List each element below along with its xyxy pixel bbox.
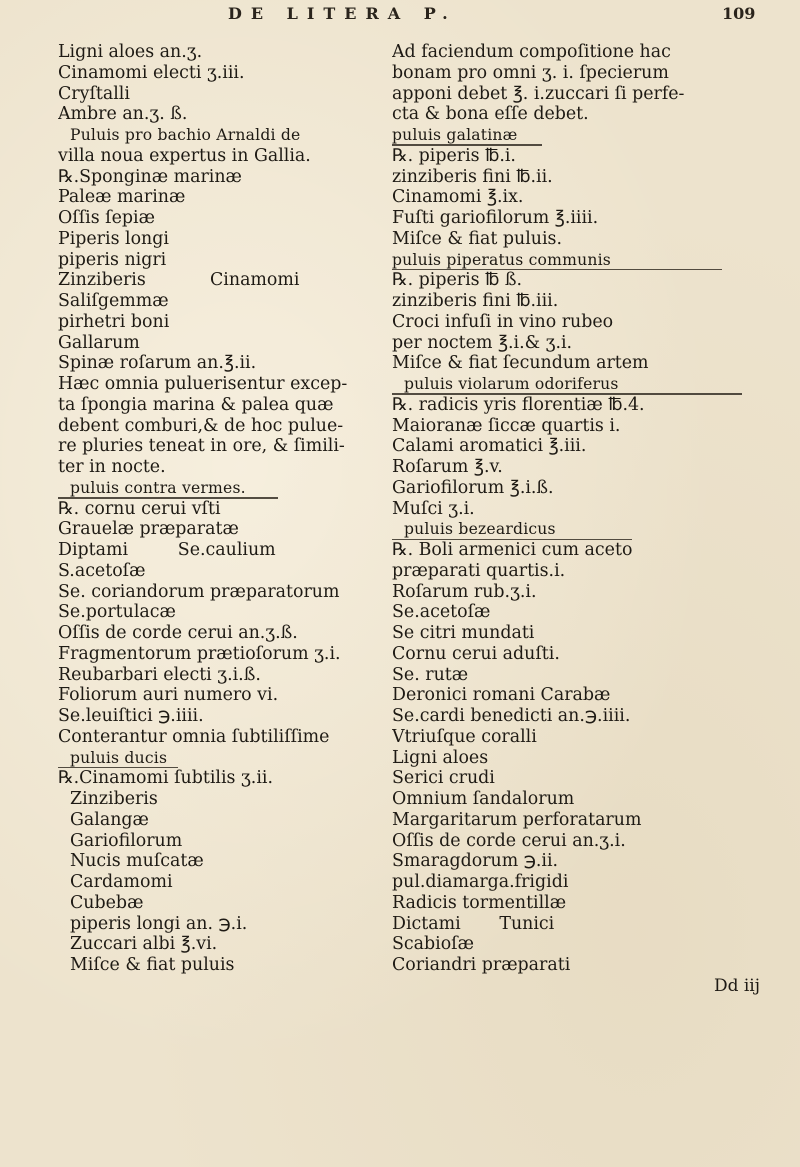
text-line: Roſarum rub.ʒ.i. bbox=[392, 581, 537, 602]
page-number: 109 bbox=[722, 4, 756, 23]
text-line: Spinæ roſarum an.℥.ii. bbox=[58, 353, 257, 374]
text-line-part: Zinziberis bbox=[58, 270, 146, 291]
text-line: Deronici romani Carabæ bbox=[392, 685, 611, 706]
recipe-heading-text: puluis contra vermes. bbox=[70, 478, 246, 497]
text-line: Radicis tormentillæ bbox=[392, 892, 567, 913]
text-line: Oſſis de corde cerui an.ʒ.i. bbox=[392, 830, 626, 851]
text-line: zinziberis fini ℔.ii. bbox=[392, 166, 553, 187]
text-line: pul.diamarga.frigidi bbox=[392, 872, 569, 892]
text-line: Se citri mundati bbox=[392, 623, 535, 643]
text-line: Croci infuſi in vino rubeo bbox=[392, 311, 614, 332]
text-line: Coriandri præparati bbox=[392, 955, 571, 975]
text-line: Scabioſæ bbox=[392, 934, 474, 955]
text-line: Zuccari albi ℥.vi. bbox=[70, 934, 218, 955]
recipe-heading: Puluis pro bachio Arnaldi de bbox=[70, 126, 301, 144]
recipe-heading bbox=[58, 748, 378, 769]
text-line: Cardamomi bbox=[70, 872, 173, 892]
recipe-heading bbox=[392, 250, 764, 271]
heading-rule bbox=[392, 393, 742, 395]
text-line: Cornu cerui aduſti. bbox=[392, 643, 560, 664]
text-line: Se.leuiſtici ℈.iiii. bbox=[58, 706, 204, 726]
text-line: S.acetoſæ bbox=[58, 560, 146, 581]
text-line: Se. rutæ bbox=[392, 664, 469, 685]
text-line: ℞. cornu cerui vſti bbox=[58, 498, 221, 519]
recipe-heading-text: puluis ducis bbox=[70, 748, 168, 767]
text-line: Cryſtalli bbox=[58, 83, 130, 104]
text-line: zinziberis fini ℔.iii. bbox=[392, 291, 559, 311]
text-line bbox=[58, 270, 378, 291]
text-line: Ambre an.ʒ. ß. bbox=[58, 104, 188, 125]
text-line: Reubarbari electi ʒ.i.ß. bbox=[58, 664, 261, 685]
text-line: Smaragdorum ℈.ii. bbox=[392, 851, 559, 872]
text-line: ℞.Sponginæ marinæ bbox=[58, 166, 242, 187]
recipe-heading-text: puluis piperatus communis bbox=[392, 250, 611, 269]
right-column bbox=[392, 42, 764, 997]
text-line: Paleæ marinæ bbox=[58, 187, 186, 208]
text-line: Ligni aloes an.ʒ. bbox=[58, 42, 203, 62]
center-word: Cinamomi bbox=[210, 270, 300, 291]
text-line: Muſci ʒ.i. bbox=[392, 498, 475, 519]
text-line: ter in nocte. bbox=[58, 457, 166, 477]
text-line: debent comburi,& de hoc pulue- bbox=[58, 415, 344, 436]
text-line: Gariofilorum bbox=[70, 830, 183, 851]
text-line: Fragmentorum prætioſorum ʒ.i. bbox=[58, 643, 341, 664]
text-line: piperis longi an. ℈.i. bbox=[70, 913, 248, 934]
text-line: ℞. piperis ℔.i. bbox=[392, 145, 516, 166]
signature-mark: Dd iij bbox=[713, 975, 760, 996]
heading-rule bbox=[392, 269, 722, 271]
heading-rule bbox=[392, 144, 542, 146]
text-line: Hæc omnia puluerisentur excep- bbox=[58, 374, 348, 394]
text-line: apponi debet ℥. i.zuccari ſi perfe- bbox=[392, 83, 685, 104]
text-line: Cinamomi ℥.ix. bbox=[392, 187, 524, 208]
text-line: Oſſis ſepiæ bbox=[58, 208, 155, 228]
text-line: per noctem ℥.i.& ʒ.i. bbox=[392, 332, 573, 353]
text-line: Foliorum auri numero vi. bbox=[58, 685, 279, 706]
text-line: præparati quartis.i. bbox=[392, 560, 566, 581]
text-line: Dictami Tunici bbox=[392, 913, 555, 934]
text-line: Galangæ bbox=[70, 809, 149, 830]
heading-rule bbox=[58, 767, 178, 769]
text-line: Diptami Se.caulium bbox=[58, 540, 276, 560]
text-line: Cinamomi electi ʒ.iii. bbox=[58, 62, 245, 83]
text-line: piperis nigri bbox=[58, 249, 167, 270]
text-line: Se.portulacæ bbox=[58, 602, 176, 623]
text-line: Se.acetoſæ bbox=[392, 602, 491, 623]
text-line: ℞. piperis ℔ ß. bbox=[392, 270, 522, 291]
text-line: Serici crudi bbox=[392, 768, 495, 789]
recipe-heading bbox=[392, 125, 764, 146]
text-line: ℞.Cinamomi ſubtilis ʒ.ii. bbox=[58, 768, 273, 789]
text-line: ℞. radicis yris florentiæ ℔.4. bbox=[392, 394, 645, 415]
text-line: Miſce & fiat puluis. bbox=[392, 228, 562, 249]
text-line: re pluries teneat in ore, & ſimili- bbox=[58, 436, 345, 457]
text-line: Margaritarum perforatarum bbox=[392, 809, 642, 830]
text-line: villa noua expertus in Gallia. bbox=[58, 145, 311, 166]
recipe-heading-text: puluis violarum odoriferus bbox=[404, 375, 619, 393]
text-line: Nucis muſcatæ bbox=[70, 851, 204, 872]
text-line: Piperis longi bbox=[58, 228, 169, 249]
text-line: ta ſpongia marina & palea quæ bbox=[58, 394, 334, 415]
text-line: Cubebæ bbox=[70, 892, 144, 913]
left-column bbox=[58, 42, 378, 976]
text-line: Gallarum bbox=[58, 332, 140, 353]
recipe-heading bbox=[58, 478, 378, 499]
text-line: Miſce & fiat ſecundum artem bbox=[392, 353, 649, 374]
text-line: Saliſgemmæ bbox=[58, 291, 169, 311]
text-line: Fuſti gariofilorum ℥.iiii. bbox=[392, 208, 599, 228]
text-line: Oſſis de corde cerui an.ʒ.ß. bbox=[58, 623, 298, 643]
text-line: bonam pro omni ʒ. i. ſpecierum bbox=[392, 62, 669, 83]
text-line: Conterantur omnia ſubtiliſſime bbox=[58, 726, 330, 747]
text-line: pirhetri boni bbox=[58, 311, 170, 332]
running-head: DE LITERA P. bbox=[228, 4, 457, 23]
recipe-heading bbox=[392, 519, 764, 540]
text-line: Omnium ſandalorum bbox=[392, 789, 575, 809]
text-line: Maioranæ ſiccæ quartis i. bbox=[392, 415, 621, 436]
text-line: Ad faciendum compoſitione hac bbox=[392, 42, 671, 62]
text-line: cta & bona eſſe debet. bbox=[392, 104, 589, 125]
heading-rule bbox=[58, 497, 278, 499]
text-line: Se.cardi benedicti an.℈.iiii. bbox=[392, 706, 631, 726]
text-line: Se. coriandorum præparatorum bbox=[58, 581, 340, 602]
text-line: Grauelæ præparatæ bbox=[58, 519, 239, 540]
text-line: ℞. Boli armenici cum aceto bbox=[392, 540, 633, 560]
text-line: Miſce & fiat puluis bbox=[70, 955, 235, 975]
recipe-heading-text: puluis galatinæ bbox=[392, 126, 518, 144]
text-line: Vtriuſque coralli bbox=[392, 726, 537, 747]
text-line: Roſarum ℥.v. bbox=[392, 457, 503, 477]
heading-rule bbox=[392, 539, 632, 541]
text-line: Gariofilorum ℥.i.ß. bbox=[392, 477, 554, 498]
text-line: Calami aromatici ℥.iii. bbox=[392, 436, 587, 457]
recipe-heading-text: puluis bezeardicus bbox=[404, 520, 556, 539]
recipe-heading bbox=[392, 374, 764, 395]
text-line: Ligni aloes bbox=[392, 747, 489, 768]
text-line: Zinziberis bbox=[70, 789, 158, 809]
